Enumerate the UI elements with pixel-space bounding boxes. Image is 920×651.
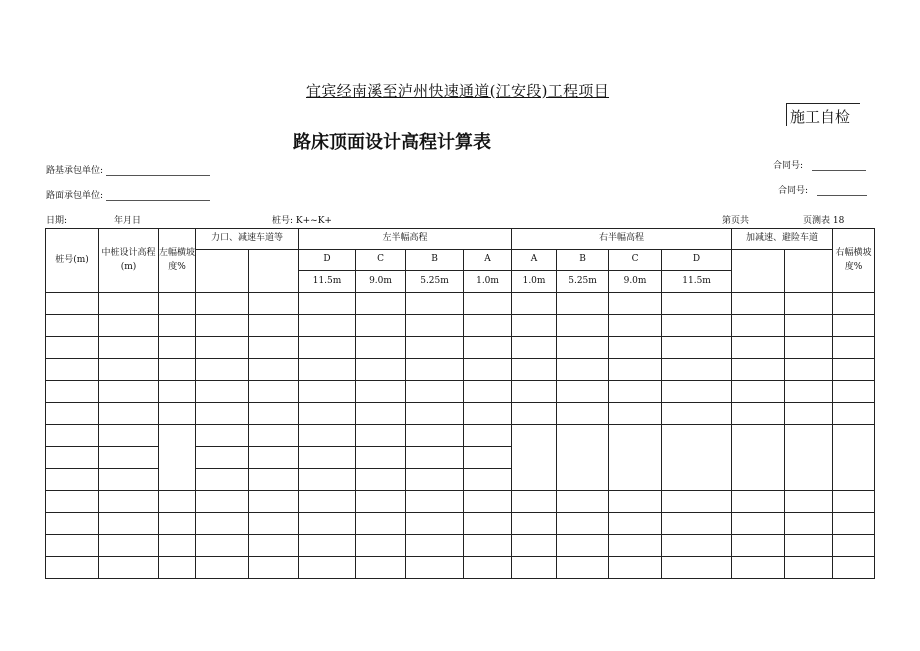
date-label: 日期: bbox=[46, 216, 68, 226]
left-point-d: D bbox=[299, 250, 356, 271]
table-row bbox=[46, 359, 875, 381]
header-cell bbox=[785, 250, 833, 293]
table-row bbox=[46, 513, 875, 535]
right-point-c: C bbox=[609, 250, 662, 271]
contract-no-field-1 bbox=[773, 158, 866, 171]
right-point-b: B bbox=[557, 250, 609, 271]
left-offset: 9.0m bbox=[356, 271, 406, 293]
left-point-a: A bbox=[464, 250, 512, 271]
table-row bbox=[46, 293, 875, 315]
date-value: 年月日 bbox=[114, 216, 142, 226]
subgrade-contractor-label: 路基承包单位: bbox=[46, 166, 104, 176]
header-cell bbox=[732, 250, 785, 293]
right-offset: 9.0m bbox=[609, 271, 662, 293]
pavement-contractor-field bbox=[46, 188, 210, 201]
project-title: 宜宾经南溪至泸州快速通道(江安段)工程项目 bbox=[306, 82, 610, 100]
header-cell bbox=[249, 250, 299, 293]
pavement-contractor-label: 路面承包单位: bbox=[46, 191, 104, 201]
table-row bbox=[46, 491, 875, 513]
table-row bbox=[46, 315, 875, 337]
contract-no-label: 合同号: bbox=[773, 161, 804, 171]
col-accel-escape-lanes: 加减速、避险车道 bbox=[732, 229, 833, 250]
table-row bbox=[46, 557, 875, 579]
self-check-label: 施工自检 bbox=[786, 103, 860, 126]
col-left-cross-slope: 左幅横坡度% bbox=[159, 229, 196, 293]
table-row bbox=[46, 403, 875, 425]
right-point-a: A bbox=[512, 250, 557, 271]
col-station: 桩号(m) bbox=[46, 229, 99, 293]
col-left-half-elevation: 左半幅高程 bbox=[299, 229, 512, 250]
right-point-d: D bbox=[662, 250, 732, 271]
subgrade-contractor-blank bbox=[106, 175, 210, 176]
form-number: 页测表 18 bbox=[803, 216, 845, 226]
col-junction-lanes: 力口、减速车道等 bbox=[196, 229, 299, 250]
page-label: 第页共 bbox=[722, 216, 750, 226]
col-center-design-elevation: 中桩设计高程(m) bbox=[99, 229, 159, 293]
col-right-cross-slope: 右幅横坡度% bbox=[833, 229, 875, 293]
elevation-table bbox=[45, 228, 875, 579]
right-offset: 1.0m bbox=[512, 271, 557, 293]
table-row bbox=[46, 381, 875, 403]
table-row bbox=[46, 425, 875, 447]
left-point-c: C bbox=[356, 250, 406, 271]
table-row bbox=[46, 535, 875, 557]
contract-no-field-2 bbox=[778, 183, 867, 196]
right-offset: 5.25m bbox=[557, 271, 609, 293]
left-point-b: B bbox=[406, 250, 464, 271]
contract-no-blank bbox=[812, 170, 866, 171]
station-range: 桩号: K+~K+ bbox=[272, 216, 332, 226]
table-row bbox=[46, 337, 875, 359]
form-title: 路床顶面设计高程计算表 bbox=[293, 132, 491, 153]
left-offset: 5.25m bbox=[406, 271, 464, 293]
header-cell bbox=[196, 250, 249, 293]
col-right-half-elevation: 右半幅高程 bbox=[512, 229, 732, 250]
right-offset: 11.5m bbox=[662, 271, 732, 293]
left-offset: 11.5m bbox=[299, 271, 356, 293]
contract-no-blank bbox=[817, 195, 867, 196]
pavement-contractor-blank bbox=[106, 200, 210, 201]
subgrade-contractor-field bbox=[46, 163, 210, 176]
left-offset: 1.0m bbox=[464, 271, 512, 293]
contract-no-label: 合同号: bbox=[778, 186, 809, 196]
